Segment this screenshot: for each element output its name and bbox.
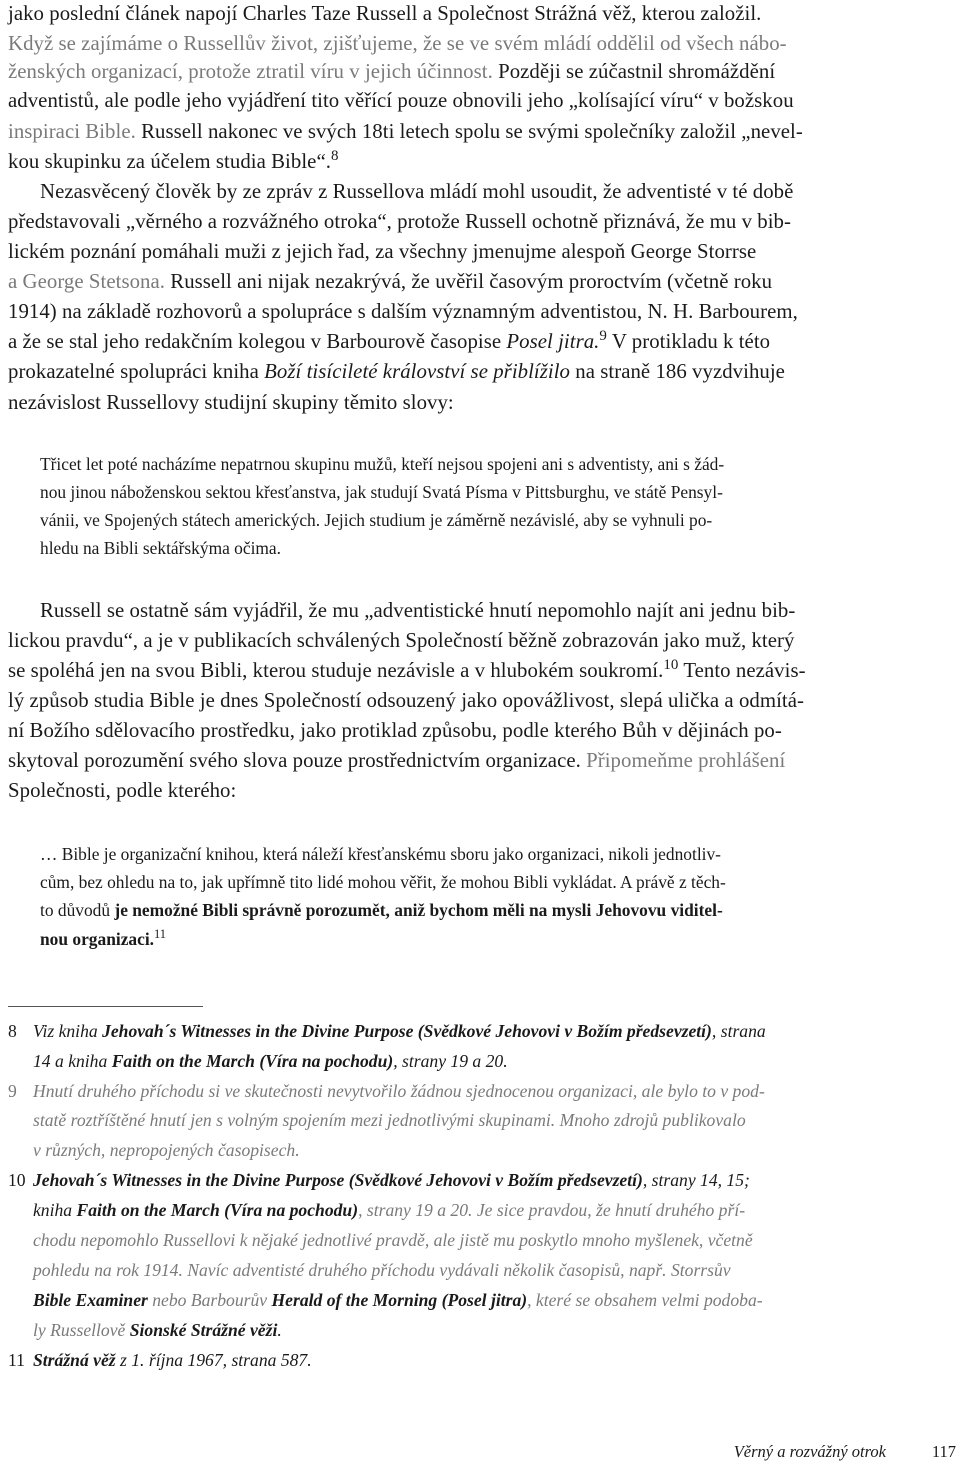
quote-line — [40, 454, 724, 475]
text-segment: V protikladu k této — [606, 330, 771, 353]
text-line — [8, 89, 794, 113]
text-segment: … Bible je organizační knihou, která náleží křesťanskému sboru jako organizaci, nikoli jednotliv- — [40, 844, 721, 864]
footnote-ref[interactable]: 11 — [154, 927, 167, 942]
text-segment: na straně 186 vyzdvihuje — [570, 360, 785, 383]
text-line — [8, 779, 236, 803]
text-segment: Když se zajímáme o Russellův život, zjišťujeme, že se ve svém mládí oddělil od všech nábo- — [8, 32, 787, 55]
text-segment: Russell nakonec ve svých 18ti letech spolu se svými společníky založil „nevel- — [135, 120, 803, 143]
text-line — [8, 749, 785, 773]
text-line — [8, 2, 761, 26]
text-segment: 1914) na základě rozhovorů a spolupráce s dalším významným adventistou, N. H. Barbourem, — [8, 300, 798, 323]
text-line — [40, 180, 793, 204]
text-segment: , které se obsahem velmi podoba- — [527, 1290, 763, 1310]
text-segment: , strany 19 a 20. Je sice pravdou, že hnutí druhého pří- — [358, 1200, 746, 1220]
footnote-text — [33, 1051, 508, 1072]
book-title: Jehovah´s Witnesses in the Divine Purpose (Svědkové Jehovovi v Božím předsevzetí) — [33, 1170, 643, 1190]
book-title: Faith on the March (Víra na pochodu) — [111, 1051, 394, 1071]
footnote-number: 10 — [8, 1170, 26, 1190]
periodical-title: Sionské Strážné věži — [129, 1320, 278, 1340]
quote-line — [40, 929, 166, 950]
quote-line — [40, 510, 712, 531]
text-segment: lickém poznání pomáhali muži z jejich řad, za všechny jmenujme alespoň George Storrse — [8, 240, 757, 263]
footnote-text — [33, 1170, 750, 1191]
text-segment: Russell ani nijak nezakrývá, že uvěřil časovým proroctvím (včetně roku — [165, 270, 773, 293]
footnote-number: 8 — [8, 1021, 17, 1041]
text-line — [8, 327, 771, 354]
text-segment: to důvodů — [40, 900, 115, 920]
text-segment: a George Stetsona. — [8, 270, 166, 293]
footnote-text: Hnutí druhého příchodu si ve skutečnosti nevytvořilo žádnou sjednocenou organizaci, ale bylo to v pod- — [33, 1081, 765, 1101]
text-segment: adventistů, ale podle jeho vyjádření tito věřící pouze obnovili jeho „kolísající víru“ v božskou — [8, 89, 794, 112]
emphasis-text: je nemožné Bibli správně porozumět, aniž bychom měli na mysli Jehovovu viditel- — [114, 900, 723, 920]
text-segment: . — [277, 1320, 282, 1340]
book-title: Faith on the March (Víra na pochodu) — [76, 1200, 359, 1220]
text-segment: Později se zúčastnil shromáždění — [492, 60, 776, 83]
periodical-title: Strážná věž — [33, 1350, 116, 1370]
text-segment: skytoval porozumění svého slova pouze prostřednictvím organizace. — [8, 749, 581, 772]
footnote-text — [33, 1320, 282, 1341]
text-segment: , strana — [711, 1021, 766, 1041]
text-segment: , strany 19 a 20. — [393, 1051, 508, 1071]
footnote-text — [33, 1200, 745, 1221]
text-segment: lý způsob studia Bible je dnes Společností odsouzený jako opovážlivost, slepá ulička a odmítá- — [8, 689, 804, 712]
text-segment: 117 — [931, 1442, 956, 1461]
footnote-text — [33, 1350, 312, 1371]
text-line — [8, 360, 785, 384]
quote-line — [40, 900, 723, 921]
text-segment: se spoléhá jen na svou Bibli, kterou studuje nezávisle a v hlubokém soukromí. — [8, 659, 664, 682]
text-line — [8, 270, 772, 294]
text-segment: představovali „věrného a rozvážného otroka“, protože Russell ochotně přiznává, že mu v bib- — [8, 210, 791, 233]
text-line — [40, 599, 795, 623]
quote-line — [40, 872, 726, 893]
text-line — [8, 656, 806, 683]
text-line — [8, 689, 804, 713]
text-segment: , strany 14, 15; — [642, 1170, 750, 1190]
footnote-divider — [8, 1006, 203, 1007]
text-segment: ní Božího sdělovacího prostředku, jako protiklad způsobu, podle kterého Bůh v dějinách po- — [8, 719, 782, 742]
quote-line — [40, 844, 721, 865]
text-segment: jako poslední článek napojí Charles Taze Russell a Společnost Strážná věž, kterou založil. — [8, 2, 762, 25]
periodical-title: Herald of the Morning (Posel jitra) — [271, 1290, 528, 1310]
periodical-title: Posel jitra. — [506, 330, 600, 353]
book-title: Boží tisícileté království se přiblížilo — [264, 360, 571, 383]
text-segment: Viz kniha — [33, 1021, 103, 1041]
footnote-ref[interactable]: 10 — [663, 656, 679, 673]
text-segment: lickou pravdu“, a je v publikacích schválených Společností běžně zobrazován jako muž, který — [8, 629, 795, 652]
quote-line — [40, 538, 281, 559]
text-segment: kou skupinku za účelem studia Bible“. — [8, 150, 331, 173]
footnote-text: chodu nepomohlo Russellovi k nějaké jednotlivé pravdě, ale jistě mu poskytlo mnoho myšlenek, včetně — [33, 1230, 753, 1250]
footnote-text — [33, 1290, 763, 1311]
text-segment: a že se stal jeho redakčním kolegou v Barbourově časopise — [8, 330, 507, 353]
text-segment: inspiraci Bible. — [8, 120, 136, 143]
text-segment: z 1. října 1967, strana 587. — [115, 1350, 312, 1370]
page-number — [932, 1442, 956, 1462]
text-segment: ly Russellově — [33, 1320, 130, 1340]
text-segment: Věrný a rozvážný otrok — [733, 1442, 886, 1461]
text-segment: hledu na Bibli sektářskýma očima. — [40, 538, 281, 558]
text-segment: vánii, ve Spojených státech amerických. Jejich studium je záměrně nezávislé, aby se vyhnuli po- — [40, 510, 713, 530]
text-line — [8, 629, 794, 653]
footnote-text: statě roztříštěné hnutí jen s volným spojením mezi jednotlivými skupinami. Mnoho zdrojů publikovalo — [33, 1110, 746, 1130]
text-segment: Společnosti, podle kterého: — [8, 779, 237, 802]
text-line — [8, 147, 339, 174]
text-segment: ženských organizací, protože ztratil víru v jejich účinnost. — [8, 60, 493, 83]
footnote-text: v různých, nepropojených časopisech. — [33, 1140, 300, 1160]
text-line — [8, 32, 787, 56]
text-segment: cům, bez ohledu na to, jak upřímně tito lidé mohou věřit, že mohou Bibli vykládat. A právě z těch- — [40, 872, 726, 892]
text-segment: 14 a kniha — [33, 1051, 112, 1071]
text-segment: Russell se ostatně sám vyjádřil, že mu „adventistické hnutí nepomohlo najít ani jednu bib- — [40, 599, 796, 622]
text-line — [8, 210, 791, 234]
emphasis-text: nou organizaci. — [40, 929, 155, 949]
running-title — [734, 1442, 886, 1462]
text-line — [8, 391, 454, 415]
text-segment: nezávislost Russellovy studijní skupiny těmito slovy: — [8, 391, 454, 414]
footnote-ref[interactable]: 8 — [330, 147, 339, 164]
book-title: Jehovah´s Witnesses in the Divine Purpose (Svědkové Jehovovi v Božím předsevzetí) — [102, 1021, 712, 1041]
text-line — [8, 300, 798, 324]
quote-line — [40, 482, 723, 503]
footnote-text: pohledu na rok 1914. Navíc adventisté druhého příchodu vydávali několik časopisů, např. Storrsův — [33, 1260, 731, 1280]
text-segment: Nezasvěcený člověk by ze zpráv z Russellova mládí mohl usoudit, že adventisté v té době — [40, 180, 794, 203]
text-segment: nebo Barbourův — [147, 1290, 272, 1310]
footnote-text — [33, 1021, 766, 1042]
periodical-title: Bible Examiner — [33, 1290, 148, 1310]
text-line — [8, 120, 803, 144]
footnote-number: 9 — [8, 1081, 17, 1101]
text-segment: kniha — [33, 1200, 77, 1220]
text-line — [8, 719, 782, 743]
footnote-ref[interactable]: 9 — [599, 327, 607, 344]
text-line — [8, 60, 775, 84]
text-line — [8, 240, 756, 264]
text-segment: Třicet let poté nacházíme nepatrnou skupinu mužů, kteří nejsou spojeni ani s adventisty, ani s žád- — [40, 454, 725, 474]
text-segment: nou jinou náboženskou sektou křesťanstva, jak studují Svatá Písma v Pittsburghu, ve státě Pensyl- — [40, 482, 723, 502]
text-segment: Tento nezávis- — [678, 659, 806, 682]
text-segment: prokazatelné spolupráci kniha — [8, 360, 265, 383]
footnote-number: 11 — [8, 1350, 25, 1370]
text-segment: Připomeňme prohlášení — [580, 749, 786, 772]
